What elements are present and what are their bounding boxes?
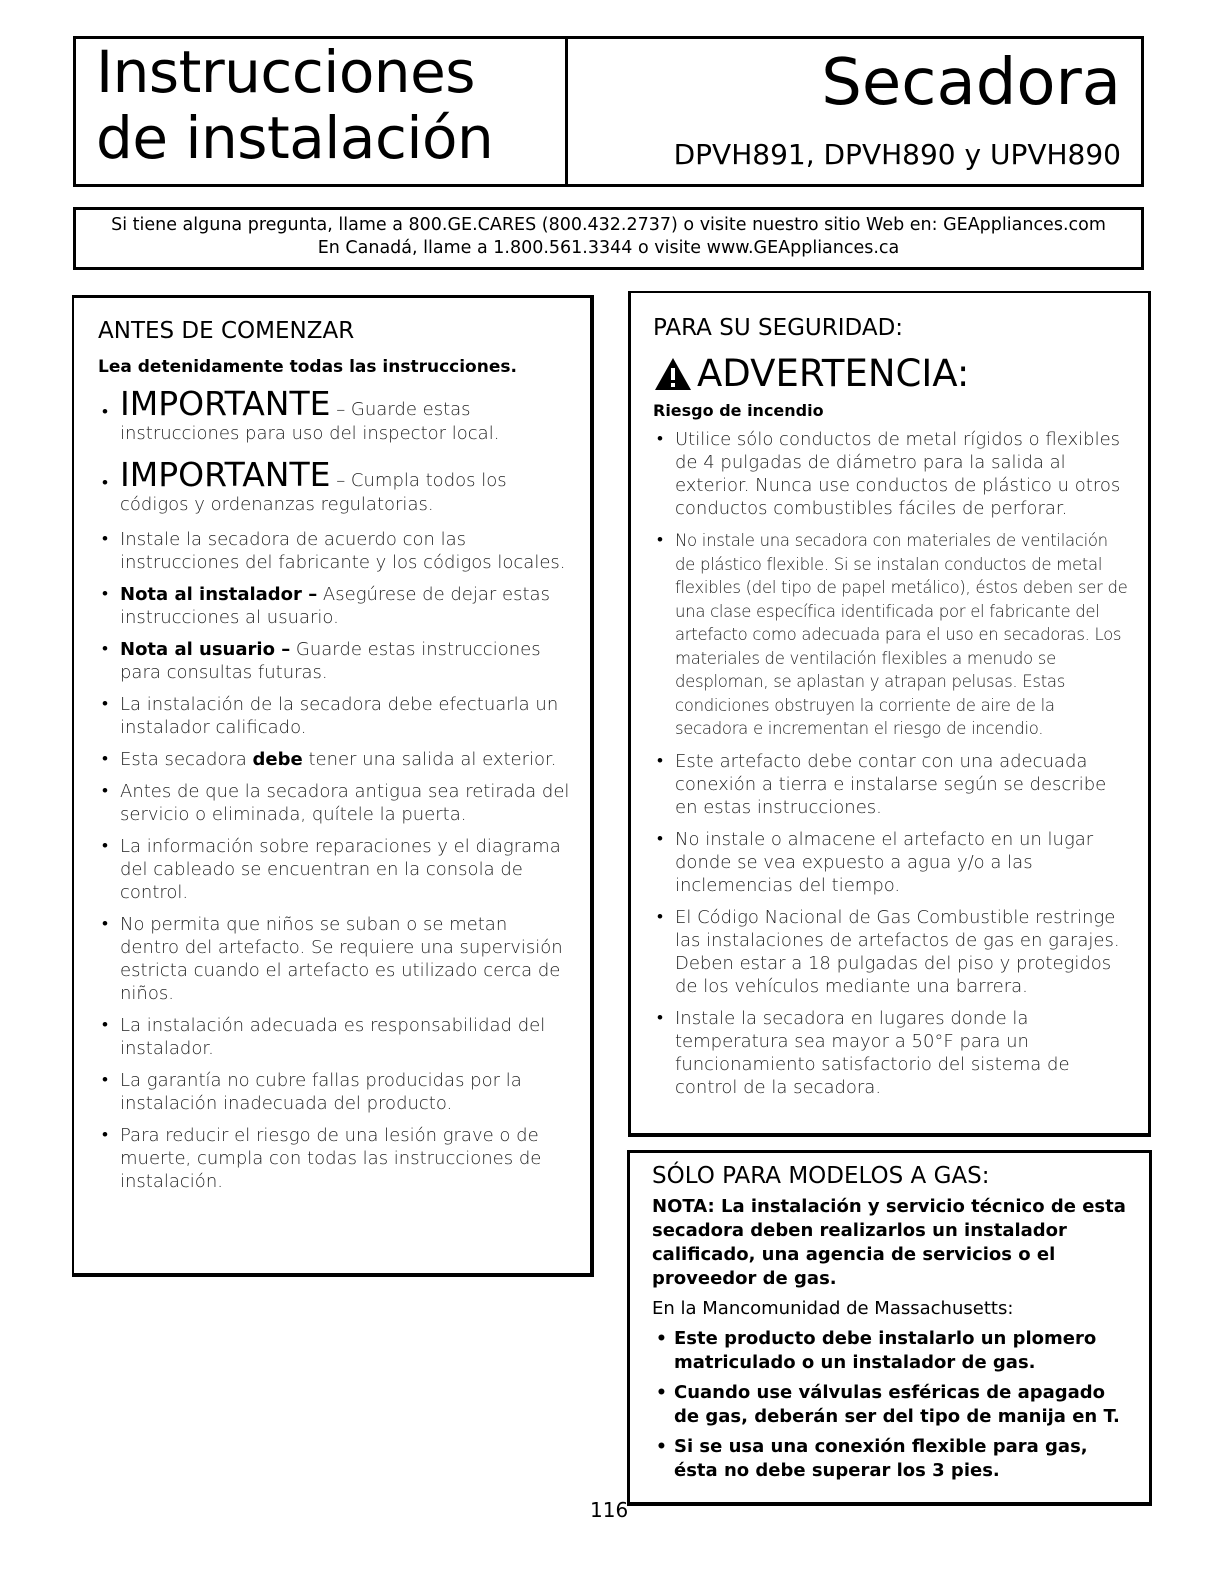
title-line-1: Instrucciones: [96, 38, 475, 106]
list-item: • Para reducir el riesgo de una lesión grave o de muerte, cumpla con todas las instrucciones de instalación.: [98, 1124, 570, 1193]
before-list: [98, 386, 570, 1193]
gas-note: NOTA: La instalación y servicio técnico de esta secadora deben realizarlos un instalador calificado, una agencia de servicios o el proveedor de gas.: [652, 1196, 1126, 1289]
model-numbers: DPVH891, DPVH890 y UPVH890: [673, 138, 1121, 171]
list-item: • Este artefacto debe contar con una adecuada conexión a tierra e instalarse según se describe en estas instrucciones.: [653, 750, 1130, 819]
list-item: • No instale o almacene el artefacto en un lugar donde se vea expuesto a agua y/o a las inclemencias del tiempo.: [653, 828, 1130, 897]
list-item: • Si se usa una conexión flexible para gas, ésta no debe superar los 3 pies.: [652, 1435, 1131, 1483]
section-title: ANTES DE COMENZAR: [98, 318, 355, 344]
massachusetts-heading: En la Mancomunidad de Massachusetts:: [652, 1298, 1014, 1319]
list-item: • La información sobre reparaciones y el diagrama del cableado se encuentran en la consola de control.: [98, 835, 570, 904]
header-product-box: [565, 36, 1144, 187]
list-item: • La garantía no cubre fallas producidas por la instalación inadecuada del producto.: [98, 1069, 570, 1115]
list-item: • IMPORTANTE – Guarde estas instrucciones para uso del inspector local.: [98, 386, 570, 445]
warning-heading: [653, 353, 1130, 395]
list-item: • Nota al usuario – Guarde estas instrucciones para consultas futuras.: [98, 638, 570, 684]
safety-panel: [628, 291, 1151, 1137]
gas-title: SÓLO PARA MODELOS A GAS:: [652, 1163, 990, 1189]
gas-models-panel: [627, 1150, 1152, 1506]
list-item: • IMPORTANTE – Cumpla todos los códigos y ordenanzas regulatorias.: [98, 457, 570, 516]
product-name: Secadora: [821, 46, 1121, 120]
list-item: • Utilice sólo conductos de metal rígidos o flexibles de 4 pulgadas de diámetro para la salida al exterior. Nunca use conductos de plástico u otros conductos combustibles fáciles de perforar.: [653, 428, 1130, 520]
safety-list: [653, 428, 1130, 1099]
list-item: • Este producto debe instalarlo un plomero matriculado o un instalador de gas.: [652, 1327, 1131, 1375]
fire-risk-label: Riesgo de incendio: [653, 401, 824, 420]
list-item: • Nota al instalador – Asegúrese de dejar estas instrucciones al usuario.: [98, 583, 570, 629]
list-item: • No instale una secadora con materiales de ventilación de plástico flexible. Si se instalan conductos de metal flexibles (del tipo de papel metálico), éstos deben ser de una clase específica identificada por el fabricante del artefacto como adecuada para el uso en secadoras. Los materiales de ventilación flexibles a menudo se desploman, se aplastan y atrapan pelusas. Estas condiciones obstruyen la corriente de aire de la secadora e incrementan el riesgo de incendio.: [653, 529, 1130, 741]
warning-triangle-icon: [653, 356, 693, 392]
document-title: [96, 39, 493, 171]
list-item: • Cuando use válvulas esféricas de apagado de gas, deberán ser del tipo de manija en T.: [652, 1381, 1131, 1429]
before-you-begin-panel: [72, 295, 594, 1277]
list-item: • La instalación adecuada es responsabilidad del instalador.: [98, 1014, 570, 1060]
list-item: • La instalación de la secadora debe efectuarla un instalador calificado.: [98, 693, 570, 739]
list-item: • No permita que niños se suban o se metan dentro del artefacto. Se requiere una supervisión estricta cuando el artefacto es utilizado cerca de niños.: [98, 913, 570, 1005]
header-title-box: [73, 36, 567, 187]
page-number: 116: [590, 1498, 629, 1522]
list-item: • Instale la secadora de acuerdo con las instrucciones del fabricante y los códigos locales.: [98, 528, 570, 574]
list-item: • Antes de que la secadora antigua sea retirada del servicio o eliminada, quítele la puerta.: [98, 780, 570, 826]
list-item: • Esta secadora debe tener una salida al exterior.: [98, 748, 570, 771]
title-line-2: de instalación: [96, 104, 494, 172]
section-subtitle: Lea detenidamente todas las instrucciones.: [98, 357, 517, 377]
contact-line-2: En Canadá, llame a 1.800.561.3344 o visite www.GEAppliances.ca: [317, 238, 900, 258]
warning-label: ADVERTENCIA:: [697, 352, 970, 395]
gas-list: [652, 1327, 1131, 1483]
list-item: • El Código Nacional de Gas Combustible restringe las instalaciones de artefactos de gas en garajes. Deben estar a 18 pulgadas del piso y protegidos de los vehículos mediante una barrera.: [653, 906, 1130, 998]
safety-title: PARA SU SEGURIDAD:: [653, 315, 904, 341]
contact-bar: [73, 207, 1144, 270]
list-item: • Instale la secadora en lugares donde la temperatura sea mayor a 50°F para un funcionamiento satisfactorio del sistema de control de la secadora.: [653, 1007, 1130, 1099]
contact-line-1: Si tiene alguna pregunta, llame a 800.GE.CARES (800.432.2737) o visite nuestro sitio Web en: GEAppliances.com: [111, 215, 1106, 235]
